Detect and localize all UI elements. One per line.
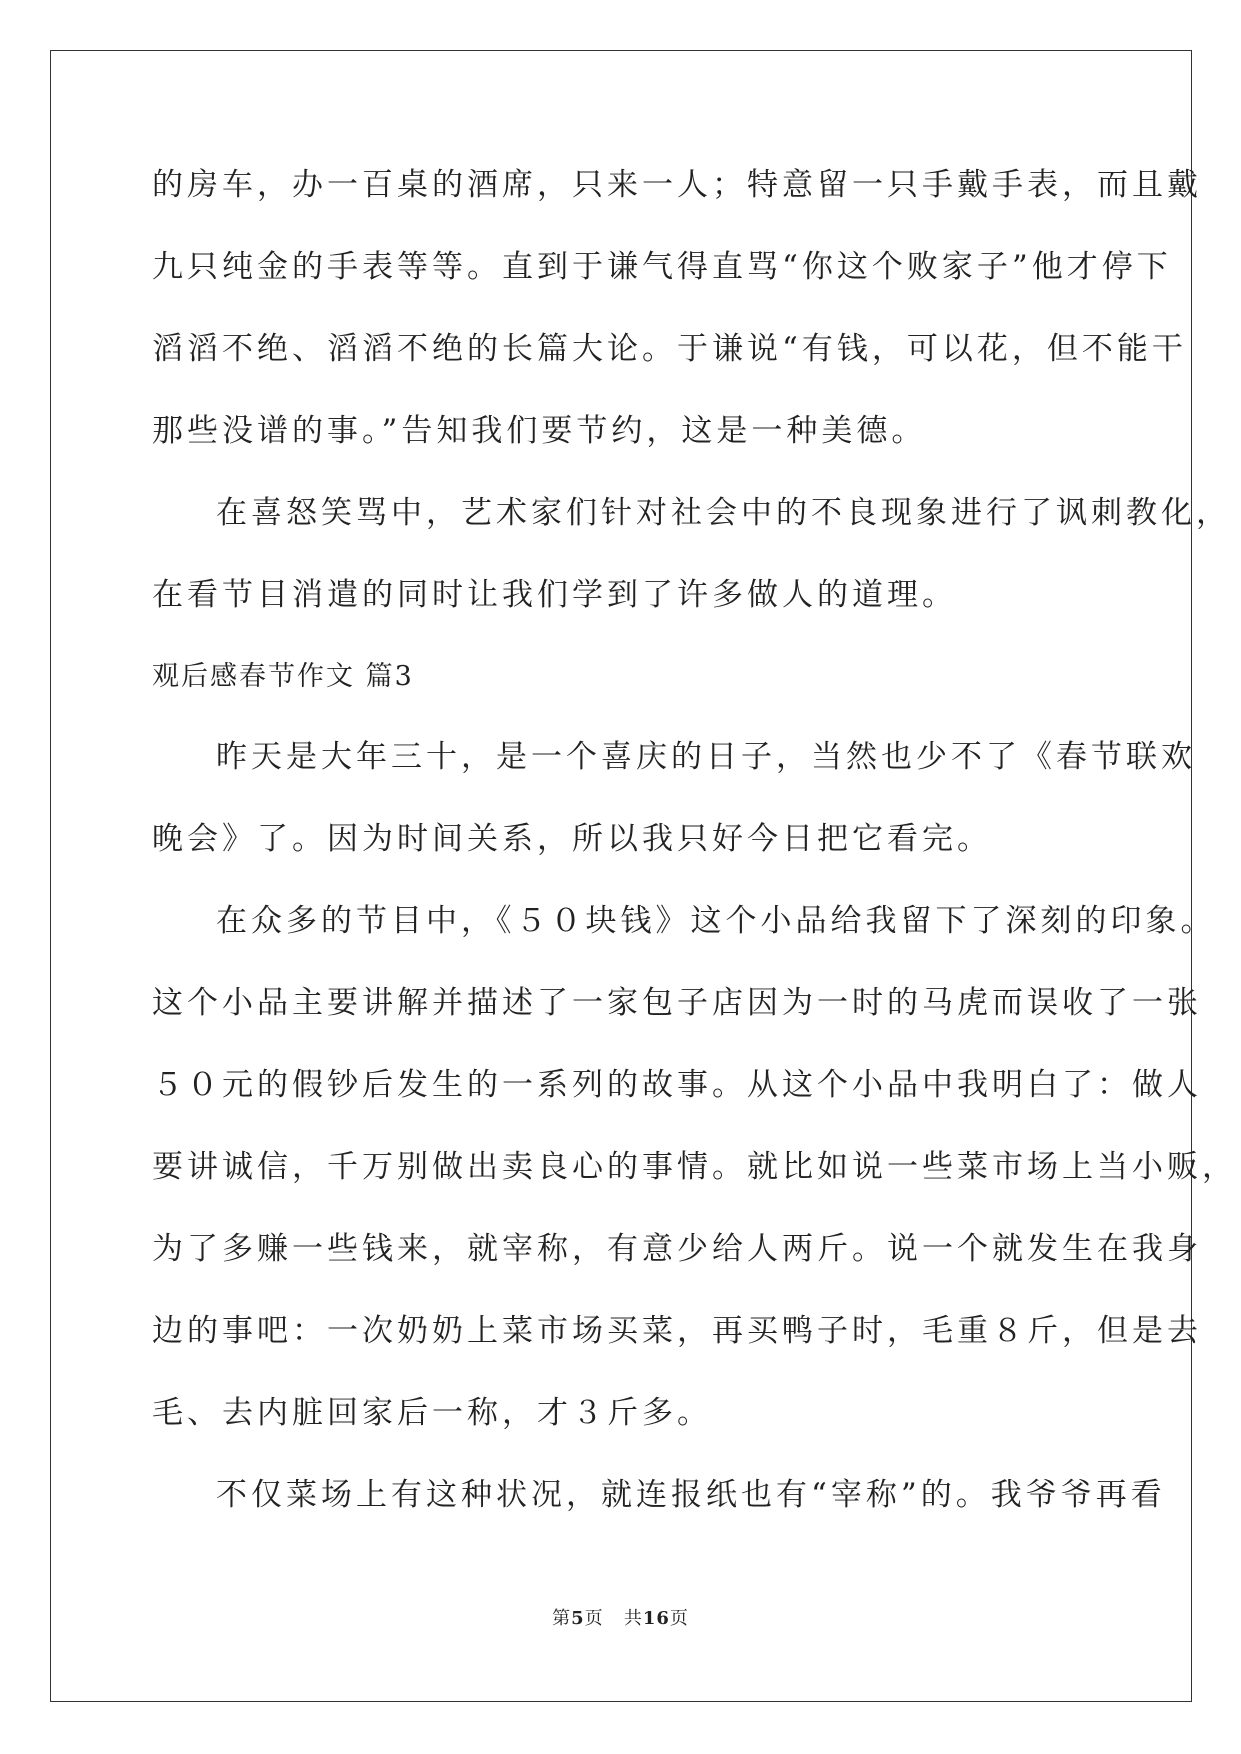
total-pages-number: 16	[642, 1608, 670, 1629]
footer-prefix: 第	[552, 1608, 572, 1629]
paragraph-first-line: 昨天是大年三十，是一个喜庆的日子，当然也少不了《春节联欢	[216, 739, 1196, 775]
text-line: 要讲诚信，千万别做出卖良心的事情。就比如说一些菜市场上当小贩，	[152, 1149, 1237, 1185]
footer-total-suffix: 页	[669, 1608, 689, 1629]
text-line: 九只纯金的手表等等。直到于谦气得直骂“你这个败家子”他才停下	[152, 249, 1172, 285]
text-line: 的房车，办一百桌的酒席，只来一人；特意留一只手戴手表，而且戴	[152, 167, 1202, 203]
text-line: 边的事吧：一次奶奶上菜市场买菜，再买鸭子时，毛重８斤，但是去	[152, 1313, 1202, 1349]
current-page-number: 5	[571, 1608, 585, 1629]
text-line: 滔滔不绝、滔滔不绝的长篇大论。于谦说“有钱，可以花，但不能干	[152, 331, 1187, 367]
document-body	[152, 162, 1237, 1554]
paragraph-first-line: 在喜怒笑骂中，艺术家们针对社会中的不良现象进行了讽刺教化，	[216, 495, 1231, 531]
paragraph-first-line: 在众多的节目中，《５０块钱》这个小品给我留下了深刻的印象。	[216, 903, 1216, 939]
footer-page-suffix: 页	[584, 1608, 604, 1629]
text-line: 在看节目消遣的同时让我们学到了许多做人的道理。	[152, 577, 957, 613]
text-line: 晚会》了。因为时间关系，所以我只好今日把它看完。	[152, 821, 992, 857]
section-heading: 观后感春节作文 篇3	[152, 661, 414, 692]
text-line: ５０元的假钞后发生的一系列的故事。从这个小品中我明白了：做人	[152, 1067, 1202, 1103]
text-line: 为了多赚一些钱来，就宰称，有意少给人两斤。说一个就发生在我身	[152, 1231, 1202, 1267]
paragraph-first-line: 不仅菜场上有这种状况，就连报纸也有“宰称”的。我爷爷再看	[216, 1477, 1166, 1513]
footer-total-prefix: 共	[623, 1608, 643, 1629]
text-line: 这个小品主要讲解并描述了一家包子店因为一时的马虎而误收了一张	[152, 985, 1202, 1021]
text-line: 那些没谱的事。”告知我们要节约，这是一种美德。	[152, 413, 927, 449]
page-footer	[0, 1604, 1241, 1630]
text-line: 毛、去内脏回家后一称，才３斤多。	[152, 1395, 712, 1431]
